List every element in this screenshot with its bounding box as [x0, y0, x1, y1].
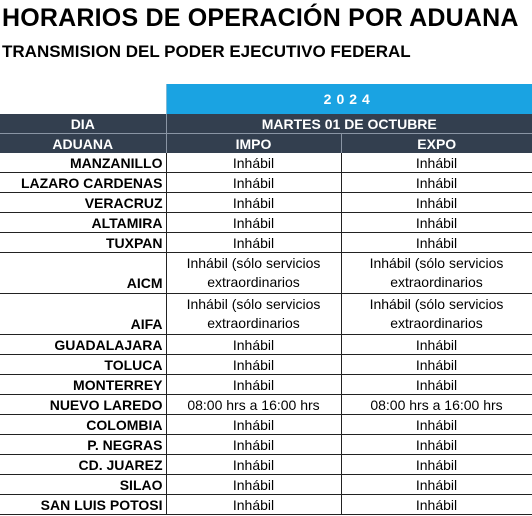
- aduana-cell: SAN LUIS POTOSI: [0, 495, 166, 515]
- schedule-table: [0, 84, 532, 515]
- impo-cell: Inhábil: [166, 415, 341, 435]
- table-row: [0, 213, 532, 233]
- aduana-cell: AIFA: [0, 294, 166, 335]
- table-row: [0, 375, 532, 395]
- table-row: [0, 495, 532, 515]
- page-title: HORARIOS DE OPERACIÓN POR ADUANA: [2, 4, 519, 32]
- year-row: [0, 84, 532, 114]
- table-row: [0, 253, 532, 294]
- table-row: [0, 193, 532, 213]
- expo-cell: Inhábil: [341, 153, 532, 173]
- dia-label: DIA: [0, 114, 166, 134]
- impo-cell: Inhábil: [166, 173, 341, 193]
- aduana-cell: MONTERREY: [0, 375, 166, 395]
- impo-cell: Inhábil: [166, 495, 341, 515]
- expo-cell: Inhábil: [341, 455, 532, 475]
- expo-cell: 08:00 hrs a 16:00 hrs: [341, 395, 532, 415]
- expo-cell: Inhábil: [341, 193, 532, 213]
- expo-cell: Inhábil: [341, 475, 532, 495]
- impo-cell: Inhábil (sólo servicios extraordinarios: [166, 253, 341, 294]
- expo-cell: Inhábil: [341, 213, 532, 233]
- impo-cell: Inhábil: [166, 213, 341, 233]
- impo-cell: Inhábil: [166, 435, 341, 455]
- table-row: [0, 173, 532, 193]
- aduana-cell: MANZANILLO: [0, 153, 166, 173]
- expo-cell: Inhábil: [341, 415, 532, 435]
- aduana-header: ADUANA: [0, 134, 166, 154]
- impo-cell: Inhábil: [166, 455, 341, 475]
- table-row: [0, 475, 532, 495]
- table-row: [0, 355, 532, 375]
- table-row: [0, 153, 532, 173]
- aduana-cell: GUADALAJARA: [0, 335, 166, 355]
- empty-cell: [0, 84, 166, 114]
- impo-cell: Inhábil: [166, 375, 341, 395]
- aduana-cell: LAZARO CARDENAS: [0, 173, 166, 193]
- impo-cell: Inhábil: [166, 335, 341, 355]
- aduana-cell: TUXPAN: [0, 233, 166, 253]
- aduana-cell: TOLUCA: [0, 355, 166, 375]
- aduana-cell: CD. JUAREZ: [0, 455, 166, 475]
- expo-cell: Inhábil: [341, 335, 532, 355]
- impo-cell: 08:00 hrs a 16:00 hrs: [166, 395, 341, 415]
- impo-cell: Inhábil: [166, 233, 341, 253]
- table-row: [0, 233, 532, 253]
- impo-cell: Inhábil: [166, 355, 341, 375]
- table-row: [0, 435, 532, 455]
- expo-header: EXPO: [341, 134, 532, 154]
- expo-cell: Inhábil: [341, 355, 532, 375]
- impo-header: IMPO: [166, 134, 341, 154]
- expo-cell: Inhábil: [341, 495, 532, 515]
- date-label: MARTES 01 DE OCTUBRE: [166, 114, 532, 134]
- table-row: [0, 335, 532, 355]
- impo-cell: Inhábil: [166, 475, 341, 495]
- aduana-cell: NUEVO LAREDO: [0, 395, 166, 415]
- table-row: [0, 415, 532, 435]
- year-header: 2024: [166, 84, 532, 114]
- expo-cell: Inhábil: [341, 435, 532, 455]
- table-row: [0, 294, 532, 335]
- aduana-cell: COLOMBIA: [0, 415, 166, 435]
- aduana-cell: VERACRUZ: [0, 193, 166, 213]
- expo-cell: Inhábil: [341, 173, 532, 193]
- date-header-row: [0, 114, 532, 134]
- page-subtitle: TRANSMISION DEL PODER EJECUTIVO FEDERAL: [2, 42, 411, 61]
- aduana-cell: ALTAMIRA: [0, 213, 166, 233]
- expo-cell: Inhábil (sólo servicios extraordinarios: [341, 253, 532, 294]
- aduana-cell: SILAO: [0, 475, 166, 495]
- table-row: [0, 455, 532, 475]
- expo-cell: Inhábil (sólo servicios extraordinarios: [341, 294, 532, 335]
- column-header-row: [0, 134, 532, 154]
- expo-cell: Inhábil: [341, 233, 532, 253]
- aduana-cell: AICM: [0, 253, 166, 294]
- table-row: [0, 395, 532, 415]
- aduana-cell: P. NEGRAS: [0, 435, 166, 455]
- impo-cell: Inhábil (sólo servicios extraordinarios: [166, 294, 341, 335]
- expo-cell: Inhábil: [341, 375, 532, 395]
- impo-cell: Inhábil: [166, 153, 341, 173]
- impo-cell: Inhábil: [166, 193, 341, 213]
